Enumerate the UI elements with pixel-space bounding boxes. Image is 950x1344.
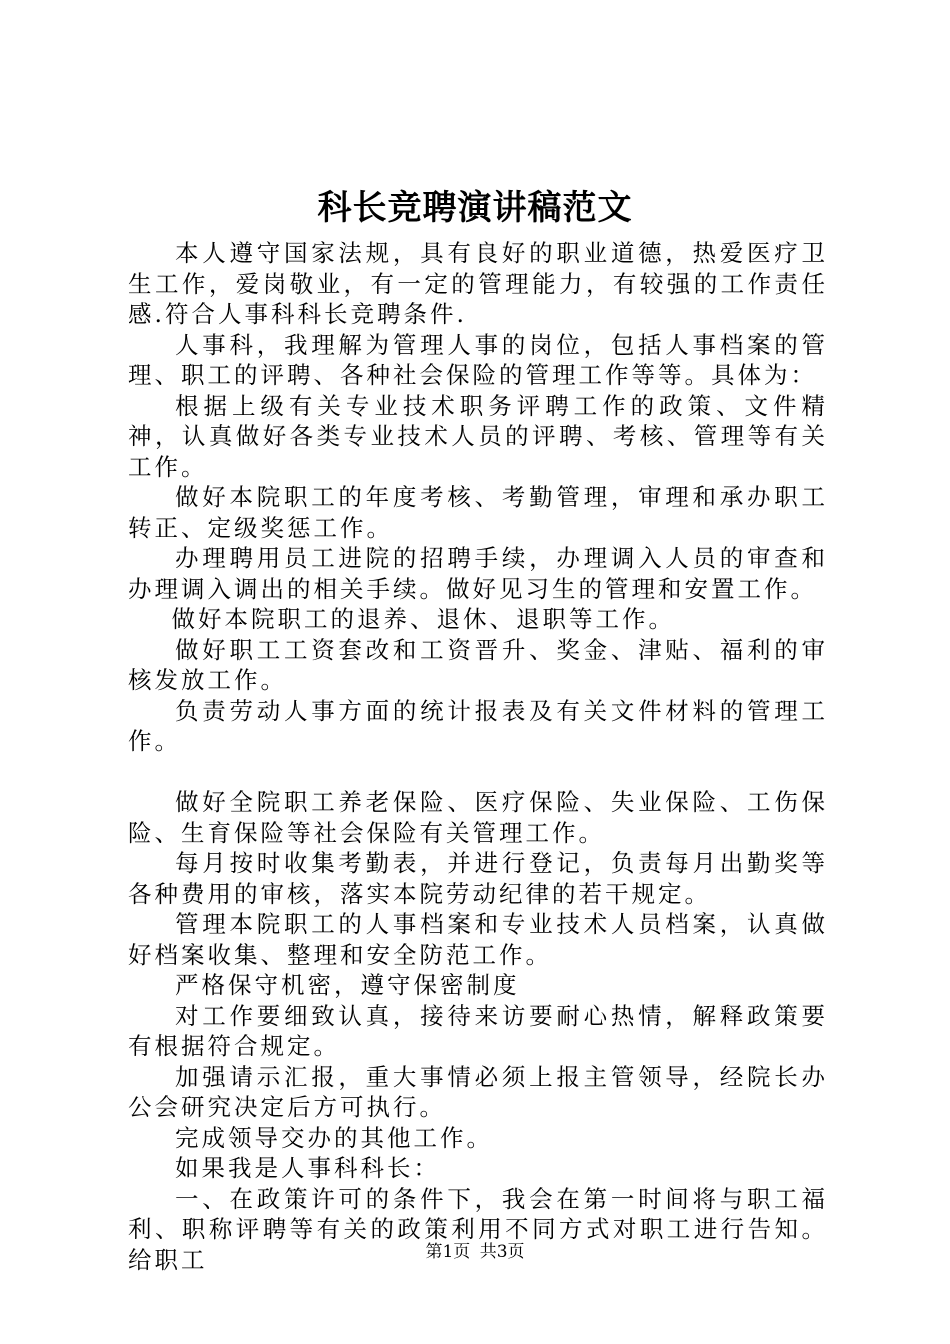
paragraph: 如果我是人事科科长： xyxy=(175,1154,440,1182)
paragraph: 人事科，我理解为管理人事的岗位，包括人事档案的管理、职工的评聘、各种社会保险的管理工作等等。具体为： xyxy=(128,330,828,389)
document-body xyxy=(128,238,828,1275)
paragraph: 做好本院职工的退养、退休、退职等工作。 xyxy=(171,605,675,633)
paragraph: 严格保守机密，遵守保密制度 xyxy=(175,971,520,999)
paragraph: 做好职工工资套改和工资晋升、奖金、津贴、福利的审核发放工作。 xyxy=(128,635,828,694)
paragraph: 管理本院职工的人事档案和专业技术人员档案，认真做好档案收集、整理和安全防范工作。 xyxy=(128,910,828,969)
paragraph: 本人遵守国家法规，具有良好的职业道德，热爱医疗卫生工作，爱岗敬业，有一定的管理能力，有较强的工作责任感.符合人事科科长竞聘条件. xyxy=(128,239,828,328)
paragraph: 对工作要细致认真，接待来访要耐心热情，解释政策要有根据符合规定。 xyxy=(128,1001,828,1060)
paragraph: 办理聘用员工进院的招聘手续，办理调入人员的审查和办理调入调出的相关手续。做好见习生的管理和安置工作。 xyxy=(128,544,828,603)
paragraph: 做好本院职工的年度考核、考勤管理，审理和承办职工转正、定级奖惩工作。 xyxy=(128,483,828,542)
page-footer: 第1页 共3页 xyxy=(425,1242,525,1262)
paragraph: 做好全院职工养老保险、医疗保险、失业保险、工伤保险、生育保险等社会保险有关管理工作。 xyxy=(128,788,828,847)
paragraph: 负责劳动人事方面的统计报表及有关文件材料的管理工作。 xyxy=(128,696,828,755)
paragraph: 每月按时收集考勤表，并进行登记，负责每月出勤奖等各种费用的审核，落实本院劳动纪律的若干规定。 xyxy=(128,849,828,908)
paragraph: 完成领导交办的其他工作。 xyxy=(175,1123,493,1152)
blank-line xyxy=(128,757,828,788)
document-title: 科长竞聘演讲稿范文 xyxy=(317,188,633,228)
paragraph: 加强请示汇报，重大事情必须上报主管领导，经院长办公会研究决定后方可执行。 xyxy=(128,1062,828,1121)
paragraph: 根据上级有关专业技术职务评聘工作的政策、文件精神，认真做好各类专业技术人员的评聘、考核、管理等有关工作。 xyxy=(128,391,828,481)
paragraph: 一、在政策许可的条件下，我会在第一时间将与职工福利、职称评聘等有关的政策利用不同方式对职工进行告知。给职工 xyxy=(128,1184,828,1274)
